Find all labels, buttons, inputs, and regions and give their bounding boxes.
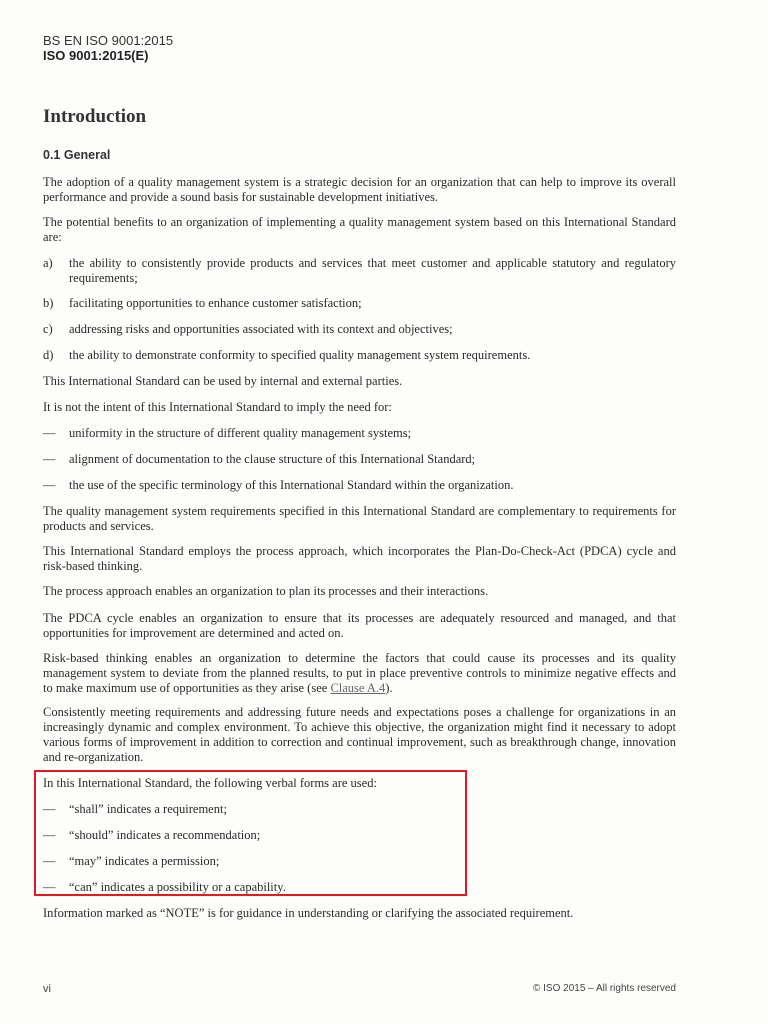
paragraph-process-approach: This International Standard employs the process approach, which incorporates the Plan-Do-Check-Act (PDCA) cycle and risk-based thinking.: [43, 544, 676, 573]
paragraph-complementary: The quality management system requirements specified in this International Standard are complementary to requirements for products and services.: [43, 504, 676, 533]
list-marker: c): [43, 322, 53, 336]
risk-text-end: ).: [385, 681, 393, 695]
clause-a4-link[interactable]: Clause A.4: [330, 681, 386, 695]
list-text: “should” indicates a recommendation;: [69, 828, 261, 842]
list-text: the ability to consistently provide products and services that meet customer and applicable statutory and regulatory requirements;: [69, 256, 676, 285]
paragraph-note-info: Information marked as “NOTE” is for guidance in understanding or clarifying the associated requirement.: [43, 906, 574, 920]
standard-code-iso: ISO 9001:2015(E): [43, 48, 149, 63]
list-marker: —: [43, 828, 56, 842]
list-marker: a): [43, 256, 53, 270]
list-item-terminology: [43, 478, 676, 493]
paragraph-adoption: The adoption of a quality management system is a strategic decision for an organization that can help to improve its overall performance and provide a sound basis for sustainable development initiatives.: [43, 175, 676, 204]
paragraph-parties: This International Standard can be used by internal and external parties.: [43, 374, 403, 388]
section-heading: 0.1 General: [43, 148, 111, 162]
copyright-notice: © ISO 2015 – All rights reserved: [533, 983, 676, 994]
standard-code: BS EN ISO 9001:2015: [43, 33, 174, 48]
highlight-box: [34, 770, 467, 896]
list-marker: —: [43, 426, 56, 440]
list-item-uniformity: [43, 426, 676, 441]
paragraph-process-enables: The process approach enables an organization to plan its processes and their interactions.: [43, 584, 489, 598]
list-marker: —: [43, 854, 56, 868]
list-marker: —: [43, 880, 56, 894]
page-number: vi: [43, 983, 51, 995]
list-text: facilitating opportunities to enhance customer satisfaction;: [69, 296, 362, 310]
list-marker: b): [43, 296, 54, 310]
paragraph-pdca: The PDCA cycle enables an organization to ensure that its processes are adequately resourced and managed, and that opportunities for improvement are determined and acted on.: [43, 611, 676, 640]
list-item-benefit-d: [43, 348, 676, 363]
list-item-alignment: [43, 452, 676, 467]
page-title: Introduction: [43, 106, 147, 127]
list-item-benefit-a: [43, 256, 676, 286]
list-marker: —: [43, 452, 56, 466]
paragraph-not-intent: It is not the intent of this International Standard to imply the need for:: [43, 400, 392, 414]
list-text: addressing risks and opportunities associated with its context and objectives;: [69, 322, 453, 336]
list-item-benefit-c: [43, 322, 676, 337]
list-text: “may” indicates a permission;: [69, 854, 220, 868]
risk-text: Risk-based thinking enables an organization to determine the factors that could cause its processes and its quality management system to deviate from the planned results, to put in place preventive controls to minimize negative effects and to make maximum use of opportunities as they arise (see: [43, 651, 676, 695]
list-text: the use of the specific terminology of this International Standard within the organization.: [69, 478, 514, 492]
paragraph-benefits-intro: The potential benefits to an organization of implementing a quality management system based on this International Standard are:: [43, 215, 676, 244]
list-marker: d): [43, 348, 54, 362]
list-text: “shall” indicates a requirement;: [69, 802, 227, 816]
paragraph-verbal-forms: In this International Standard, the following verbal forms are used:: [43, 776, 377, 790]
paragraph-risk-based: [43, 651, 676, 696]
list-marker: —: [43, 478, 56, 492]
list-text: alignment of documentation to the clause structure of this International Standard;: [69, 452, 476, 466]
list-marker: —: [43, 802, 56, 816]
paragraph-consistently: Consistently meeting requirements and addressing future needs and expectations poses a challenge for organizations in an increasingly dynamic and complex environment. To achieve this objective, the organization might find it necessary to adopt various forms of improvement in addition to correction and continual improvement, such as breakthrough change, innovation and re-organization.: [43, 705, 676, 764]
list-text: “can” indicates a possibility or a capability.: [69, 880, 286, 894]
list-text: uniformity in the structure of different quality management systems;: [69, 426, 412, 440]
list-text: the ability to demonstrate conformity to specified quality management system requirements.: [69, 348, 531, 362]
list-item-benefit-b: [43, 296, 676, 311]
